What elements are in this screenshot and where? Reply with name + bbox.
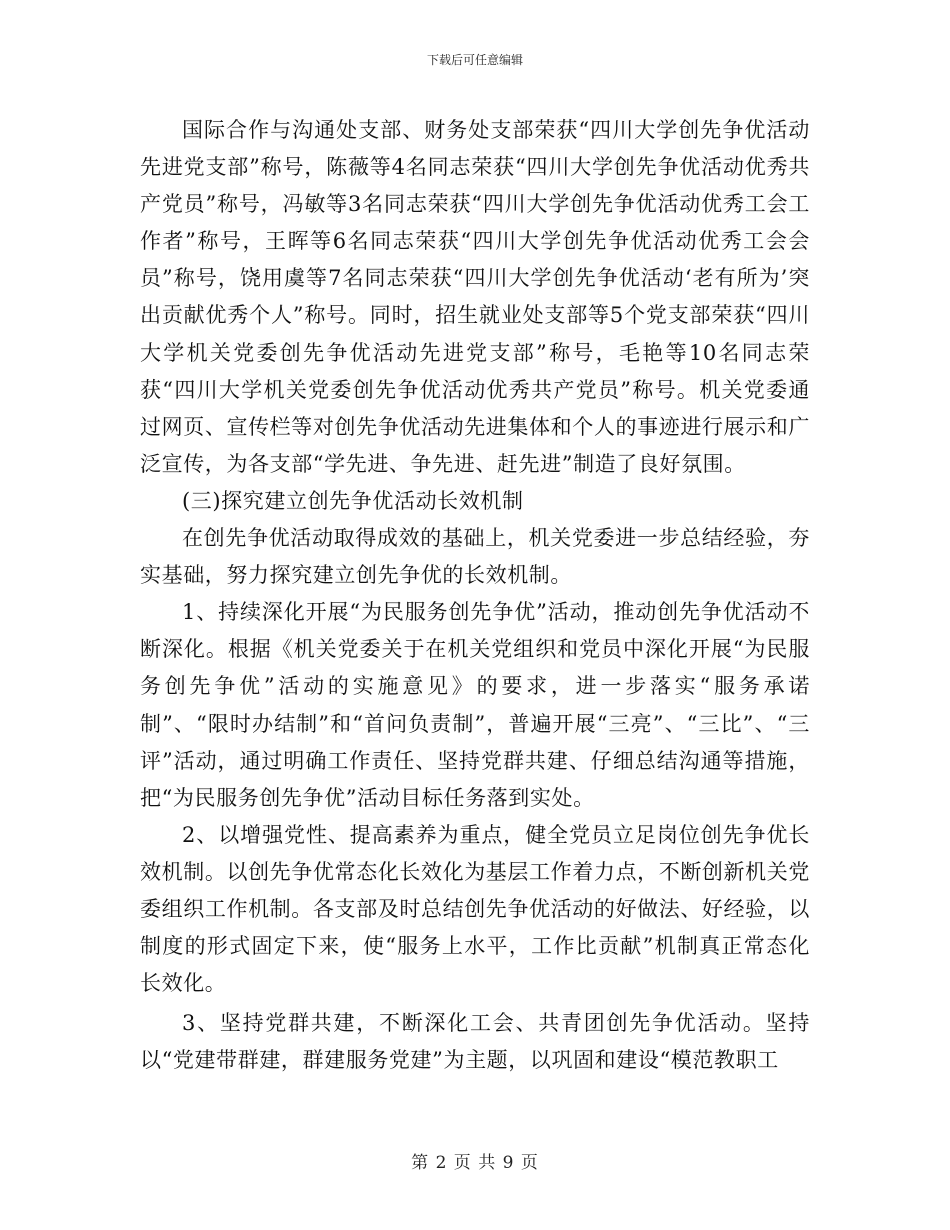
paragraph-awards: 国际合作与沟通处支部、财务处支部荣获“四川大学创先争优活动先进党支部”称号，陈薇等4名同志荣获“四川大学创先争优活动优秀共产党员”称号，冯敏等3名同志荣获“四川大学创先争优活动优秀工会工作者”称号，王晖等6名同志荣获“四川大学创先争优活动优秀工会会员”称号，饶用虞等7名同志荣获“四川大学创先争优活动‘老有所为’突出贡献优秀个人”称号。同时，招生就业处支部等5个党支部荣获“四川大学机关党委创先争优活动先进党支部”称号，毛艳等10名同志荣获“四川大学机关党委创先争优活动优秀共产党员”称号。机关党委通过网页、宣传栏等对创先争优活动先进集体和个人的事迹进行展示和广泛宣传，为各支部“学先进、争先进、赶先进”制造了良好氛围。	[140, 118, 810, 476]
paragraph-item-3: 3、坚持党群共建，不断深化工会、共青团创先争优活动。坚持以“党建带群建，群建服务党建”为主题，以巩固和建设“模范教职工	[140, 1011, 810, 1073]
page-number-footer: 第 2 页 共 9 页	[411, 1153, 539, 1173]
paragraph-item-1: 1、持续深化开展“为民服务创先争优”活动，推动创先争优活动不断深化。根据《机关党委关于在机关党组织和党员中深化开展“为民服务创先争优”活动的实施意见》的要求，进一步落实“服务承诺制”、“限时办结制”和“首问负责制”，普遍开展“三亮”、“三比”、“三评”活动，通过明确工作责任、坚持党群共建、仔细总结沟通等措施，把“为民服务创先争优”活动目标任务落到实处。	[140, 600, 810, 810]
section-heading: (三)探究建立创先争优活动长效机制	[182, 488, 524, 513]
paragraph-intro: 在创先争优活动取得成效的基础上，机关党委进一步总结经验，夯实基础，努力探究建立创先争优的长效机制。	[140, 526, 810, 588]
paragraph-item-2: 2、以增强党性、提高素养为重点，健全党员立足岗位创先争优长效机制。以创先争优常态化长效化为基层工作着力点，不断创新机关党委组织工作机制。各支部及时总结创先争优活动的好做法、好经验，以制度的形式固定下来，使“服务上水平，工作比贡献”机制真正常态化长效化。	[140, 822, 810, 996]
page-header: 下载后可任意编辑	[426, 53, 523, 67]
document-body	[140, 112, 810, 1079]
